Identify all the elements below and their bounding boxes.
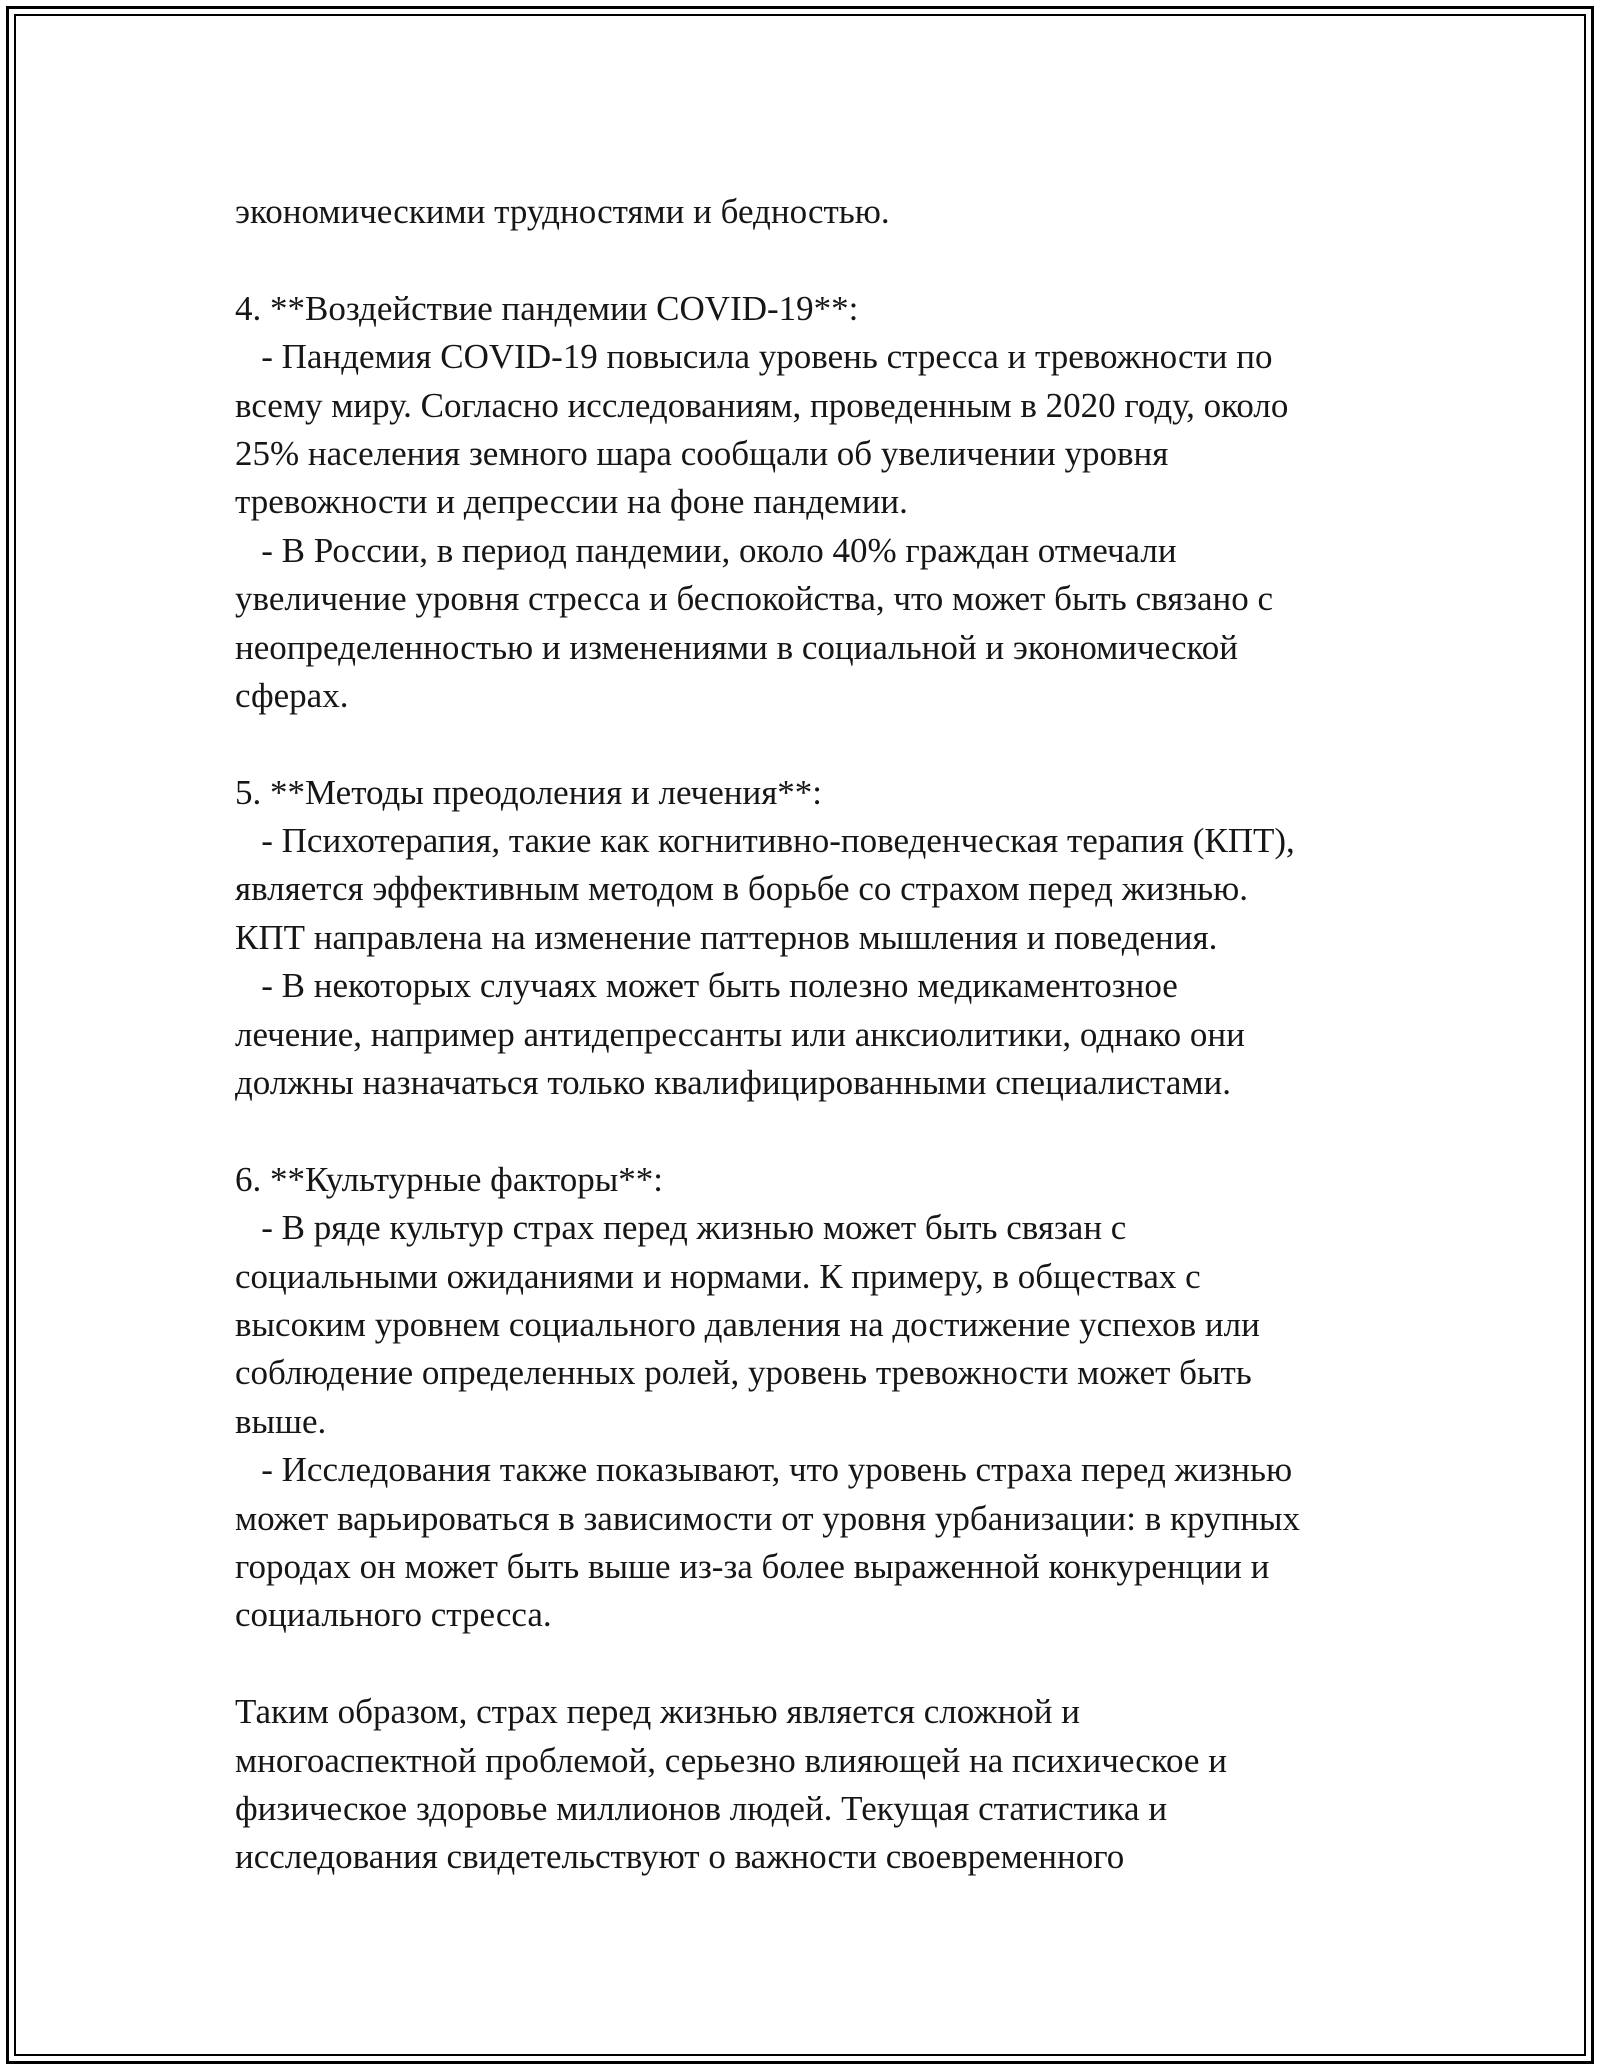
- text-line: должны назначаться только квалифицированными специалистами.: [235, 1063, 1231, 1103]
- text-line: - Исследования также показывают, что уровень страха перед жизнью: [235, 1450, 1293, 1490]
- blank-line: [235, 236, 1385, 284]
- text-line: неопределенностью и изменениями в социальной и экономической: [235, 627, 1239, 667]
- text-line: социального стресса.: [235, 1595, 552, 1635]
- text-line: исследования свидетельствуют о важности своевременного: [235, 1837, 1125, 1877]
- document-body: [235, 188, 1385, 1882]
- text-line: городах он может быть выше из-за более выраженной конкуренции и: [235, 1546, 1270, 1586]
- text-line: физическое здоровье миллионов людей. Текущая статистика и: [235, 1788, 1168, 1828]
- blank-line: [235, 1107, 1385, 1155]
- text-line: Таким образом, страх перед жизнью является сложной и: [235, 1692, 1081, 1732]
- text-line: - В ряде культур страх перед жизнью может быть связан с: [235, 1208, 1127, 1248]
- text-line: - Психотерапия, такие как когнитивно-поведенческая терапия (КПТ),: [235, 821, 1295, 861]
- text-line: 4. **Воздействие пандемии COVID-19**:: [235, 288, 859, 328]
- text-line: лечение, например антидепрессанты или анксиолитики, однако они: [235, 1014, 1245, 1054]
- text-line: экономическими трудностями и бедностью.: [235, 192, 890, 231]
- text-line: 6. **Культурные факторы**:: [235, 1159, 663, 1199]
- text-line: высоким уровнем социального давления на достижение успехов или: [235, 1304, 1260, 1344]
- text-line: сферах.: [235, 675, 349, 715]
- text-line: тревожности и депрессии на фоне пандемии.: [235, 482, 908, 522]
- text-line: - В России, в период пандемии, около 40% граждан отмечали: [235, 530, 1177, 570]
- text-line: - Пандемия COVID-19 повысила уровень стресса и тревожности по: [235, 337, 1273, 377]
- text-line: увеличение уровня стресса и беспокойства, что может быть связано с: [235, 579, 1274, 619]
- text-line: является эффективным методом в борьбе со страхом перед жизнью.: [235, 869, 1249, 909]
- blank-line: [235, 1640, 1385, 1688]
- text-line: соблюдение определенных ролей, уровень тревожности может быть: [235, 1353, 1252, 1393]
- text-line: может варьироваться в зависимости от уровня урбанизации: в крупных: [235, 1498, 1301, 1538]
- text-line: 25% населения земного шара сообщали об увеличении уровня: [235, 433, 1169, 473]
- text-line: выше.: [235, 1401, 327, 1441]
- text-line: - В некоторых случаях может быть полезно медикаментозное: [235, 966, 1178, 1006]
- text-line: всему миру. Согласно исследованиям, проведенным в 2020 году, около: [235, 385, 1289, 425]
- blank-line: [235, 720, 1385, 768]
- text-line: социальными ожиданиями и нормами. К примеру, в обществах с: [235, 1256, 1201, 1296]
- text-line: КПТ направлена на изменение паттернов мышления и поведения.: [235, 917, 1218, 957]
- text-line: 5. **Методы преодоления и лечения**:: [235, 772, 823, 812]
- text-line: многоаспектной проблемой, серьезно влияющей на психическое и: [235, 1740, 1227, 1780]
